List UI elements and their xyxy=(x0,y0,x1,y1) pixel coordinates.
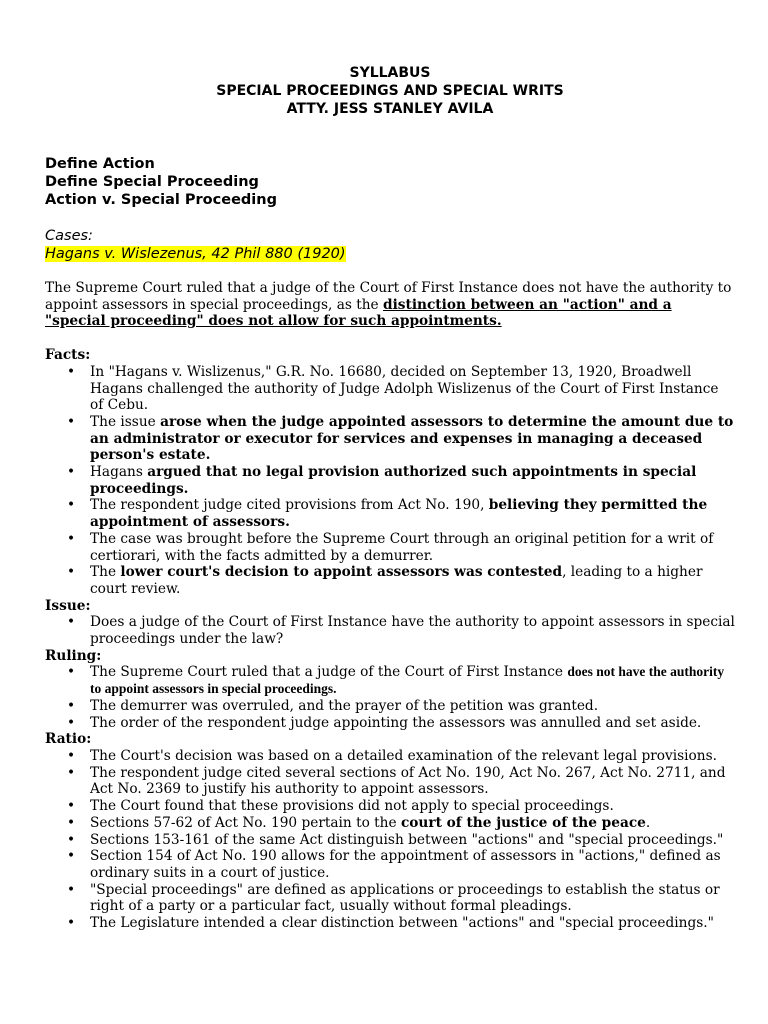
list-item: • Hagans argued that no legal provision authorized such appointments in special proceedings. xyxy=(45,464,735,497)
issue-heading: Issue: xyxy=(45,597,91,614)
header-line-1: SYLLABUS xyxy=(349,65,431,81)
list-item: • The lower court's decision to appoint assessors was contested, leading to a higher court review. xyxy=(45,564,735,597)
summary-text: The Supreme Court ruled that a judge of the Court of First Instance does not have the authority to appoint assessors in special proceedings, as the xyxy=(45,280,732,313)
list-item: • The Supreme Court ruled that a judge of the Court of First Instance does not have the authority to appoint assessors in special proceedings. xyxy=(45,664,735,697)
header-line-3: ATTY. JESS STANLEY AVILA xyxy=(286,101,494,117)
list-item: • "Special proceedings" are defined as applications or proceedings to establish the status or right of a party or a particular fact, usually without formal pleadings. xyxy=(45,882,735,915)
document-page xyxy=(45,64,735,932)
list-item: • The case was brought before the Supreme Court through an original petition for a writ of certiorari, with the facts admitted by a demurrer. xyxy=(45,531,735,564)
issue-list xyxy=(45,614,735,647)
list-item: • Does a judge of the Court of First Instance have the authority to appoint assessors in special proceedings under the law? xyxy=(45,614,735,647)
list-item: • The Court's decision was based on a detailed examination of the relevant legal provisions. xyxy=(45,748,735,765)
summary-emphasis: distinction between an "action" and a "special proceeding" does not allow for such appointments. xyxy=(45,296,672,330)
list-item: • The demurrer was overruled, and the prayer of the petition was granted. xyxy=(45,698,735,715)
list-item: • Section 154 of Act No. 190 allows for the appointment of assessors in "actions," defined as ordinary suits in a court of justice. xyxy=(45,848,735,881)
list-item: • Sections 57-62 of Act No. 190 pertain to the court of the justice of the peace. xyxy=(45,815,735,832)
header-line-2: SPECIAL PROCEEDINGS AND SPECIAL WRITS xyxy=(216,83,564,99)
ruling-list xyxy=(45,664,735,731)
facts-heading: Facts: xyxy=(45,347,91,364)
case-title: Hagans v. Wislezenus, 42 Phil 880 (1920) xyxy=(45,246,346,262)
list-item: • The Court found that these provisions did not apply to special proceedings. xyxy=(45,798,735,815)
ratio-list xyxy=(45,748,735,932)
list-item: • The respondent judge cited provisions from Act No. 190, believing they permitted the appointment of assessors. xyxy=(45,497,735,530)
cases-section xyxy=(45,227,735,263)
list-item: • The issue arose when the judge appointed assessors to determine the amount due to an administrator or executor for services and expenses in managing a deceased person's estate. xyxy=(45,414,735,464)
ratio-heading: Ratio: xyxy=(45,731,92,748)
ruling-heading: Ruling: xyxy=(45,647,102,664)
syllabus-header xyxy=(45,64,735,118)
topic-define-special-proceeding: Define Special Proceeding xyxy=(45,174,259,190)
facts-list xyxy=(45,364,735,598)
case-summary xyxy=(45,280,735,330)
list-item: • The respondent judge cited several sections of Act No. 190, Act No. 267, Act No. 2711, and Act No. 2369 to justify his authority to appoint assessors. xyxy=(45,765,735,798)
cases-label: Cases: xyxy=(45,228,93,244)
topic-action-vs-special-proceeding: Action v. Special Proceeding xyxy=(45,192,277,208)
list-item: • The Legislature intended a clear distinction between "actions" and "special proceedings." xyxy=(45,915,735,932)
list-item: • The order of the respondent judge appointing the assessors was annulled and set aside. xyxy=(45,715,735,732)
topic-define-action: Define Action xyxy=(45,156,155,172)
topics-list xyxy=(45,155,735,209)
list-item: • Sections 153-161 of the same Act distinguish between "actions" and "special proceedings." xyxy=(45,832,735,849)
list-item: • In "Hagans v. Wislizenus," G.R. No. 16680, decided on September 13, 1920, Broadwell Hagans challenged the authority of Judge Adolph Wislizenus of the Court of First Instance of Cebu. xyxy=(45,364,735,414)
